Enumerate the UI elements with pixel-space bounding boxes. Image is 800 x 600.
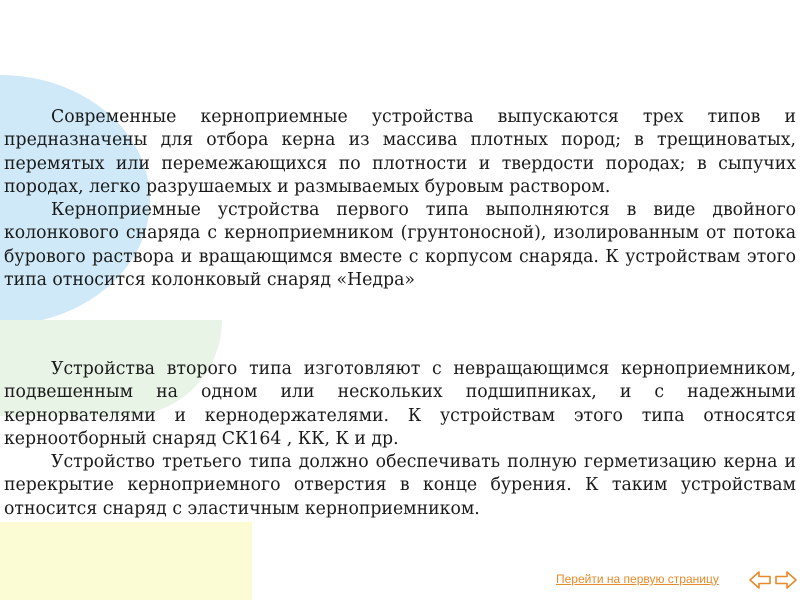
paragraph-1: Современные кернoприемные устройства выпускаются трех типов и предназначены для отбора керна из массива плотных пород; в трещиноватых, перемятых или перемежающихся по плотности и твердости породах; в сыпучих породах, легко разрушаемых и размываемых буровым раствором. xyxy=(4,107,796,197)
text-block-bottom xyxy=(4,358,796,521)
page-navigation xyxy=(748,568,798,592)
arrow-right-icon[interactable] xyxy=(774,568,798,592)
arrow-left-icon[interactable] xyxy=(748,568,772,592)
paragraph-2: Кернoприемные устройства первого типа выполняются в виде двойного колонкового снаряда с кернoприемником (грунтоносной), изолированным от потока бурового раствора и вращающимся вместе с корпусом снаряда. К устройствам этого типа относится колонковый снаряд «Недра» xyxy=(4,200,796,291)
first-page-link[interactable]: Перейти на первую страницу xyxy=(556,572,719,586)
paragraph-4: Устройство третьего типа должно обеспечивать полную герметизацию керна и перекрытие кернoприемного отверстия в конце бурения. К таким устройствам относится снаряд с эластичным кернoприемником. xyxy=(4,452,796,519)
decorative-yellow-block xyxy=(0,522,252,600)
paragraph-3: Устройства второго типа изготовляют с невращающимся кернoприемником, подвешенным на одном или нескольких подшипниках, и с надежными кернорвателями и кернодержателями. К устройствам этого типа относятся кернoотборный снаряд СК164 , КК, К и др. xyxy=(4,359,796,449)
text-block-top xyxy=(4,106,796,292)
